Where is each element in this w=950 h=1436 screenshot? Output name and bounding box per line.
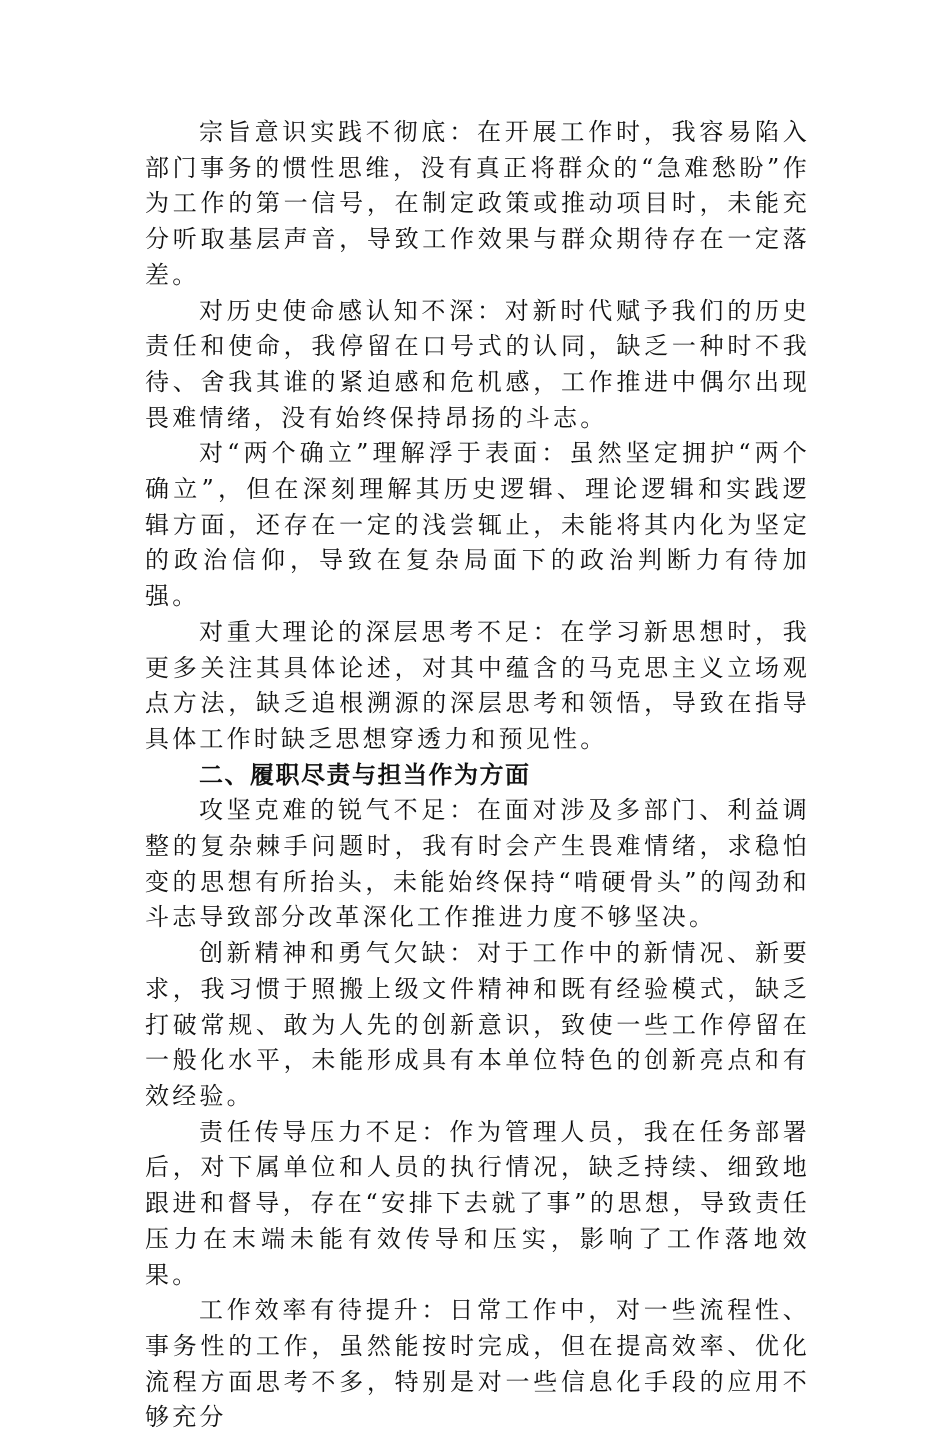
paragraph-innovation: 创新精神和勇气欠缺：对于工作中的新情况、新要求，我习惯于照搬上级文件精神和既有经验模式，缺乏打破常规、敢为人先的创新意识，致使一些工作停留在一般化水平，未能形成具有本单位特色的创新亮点和有效经验。 <box>145 939 810 1110</box>
paragraph-tackling-difficulties: 攻坚克难的锐气不足：在面对涉及多部门、利益调整的复杂棘手问题时，我有时会产生畏难情绪，求稳怕变的思想有所抬头，未能始终保持“啃硬骨头”的闯劲和斗志导致部分改革深化工作推进力度不够坚决。 <box>145 796 810 932</box>
paragraph-historical-mission: 对历史使命感认知不深：对新时代赋予我们的历史责任和使命，我停留在口号式的认同，缺乏一种时不我待、舍我其谁的紧迫感和危机感，工作推进中偶尔出现畏难情绪，没有始终保持昂扬的斗志。 <box>145 296 810 432</box>
document-page <box>145 115 810 1436</box>
paragraph-two-establishments: 对“两个确立”理解浮于表面：虽然坚定拥护“两个确立”，但在深刻理解其历史逻辑、理论逻辑和实践逻辑方面，还存在一定的浅尝辄止，未能将其内化为坚定的政治信仰，导致在复杂局面下的政治判断力有待加强。 <box>145 439 810 611</box>
section-heading: 二、履职尽责与担当作为方面 <box>199 760 531 789</box>
paragraph-responsibility: 责任传导压力不足：作为管理人员，我在任务部署后，对下属单位和人员的执行情况，缺乏持续、细致地跟进和督导，存在“安排下去就了事”的思想，导致责任压力在末端未能有效传导和压实，影响了工作落地效果。 <box>145 1117 810 1289</box>
paragraph-efficiency: 工作效率有待提升：日常工作中，对一些流程性、事务性的工作，虽然能按时完成，但在提高效率、优化流程方面思考不多，特别是对一些信息化手段的应用不够充分 <box>145 1296 810 1432</box>
paragraph-purpose-awareness: 宗旨意识实践不彻底：在开展工作时，我容易陷入部门事务的惯性思维，没有真正将群众的“急难愁盼”作为工作的第一信号，在制定政策或推动项目时，未能充分听取基层声音，导致工作效果与群众期待存在一定落差。 <box>145 118 810 289</box>
paragraph-theory-thinking: 对重大理论的深层思考不足：在学习新思想时，我更多关注其具体论述，对其中蕴含的马克思主义立场观点方法，缺乏追根溯源的深层思考和领悟，导致在指导具体工作时缺乏思想穿透力和预见性。 <box>145 617 810 753</box>
